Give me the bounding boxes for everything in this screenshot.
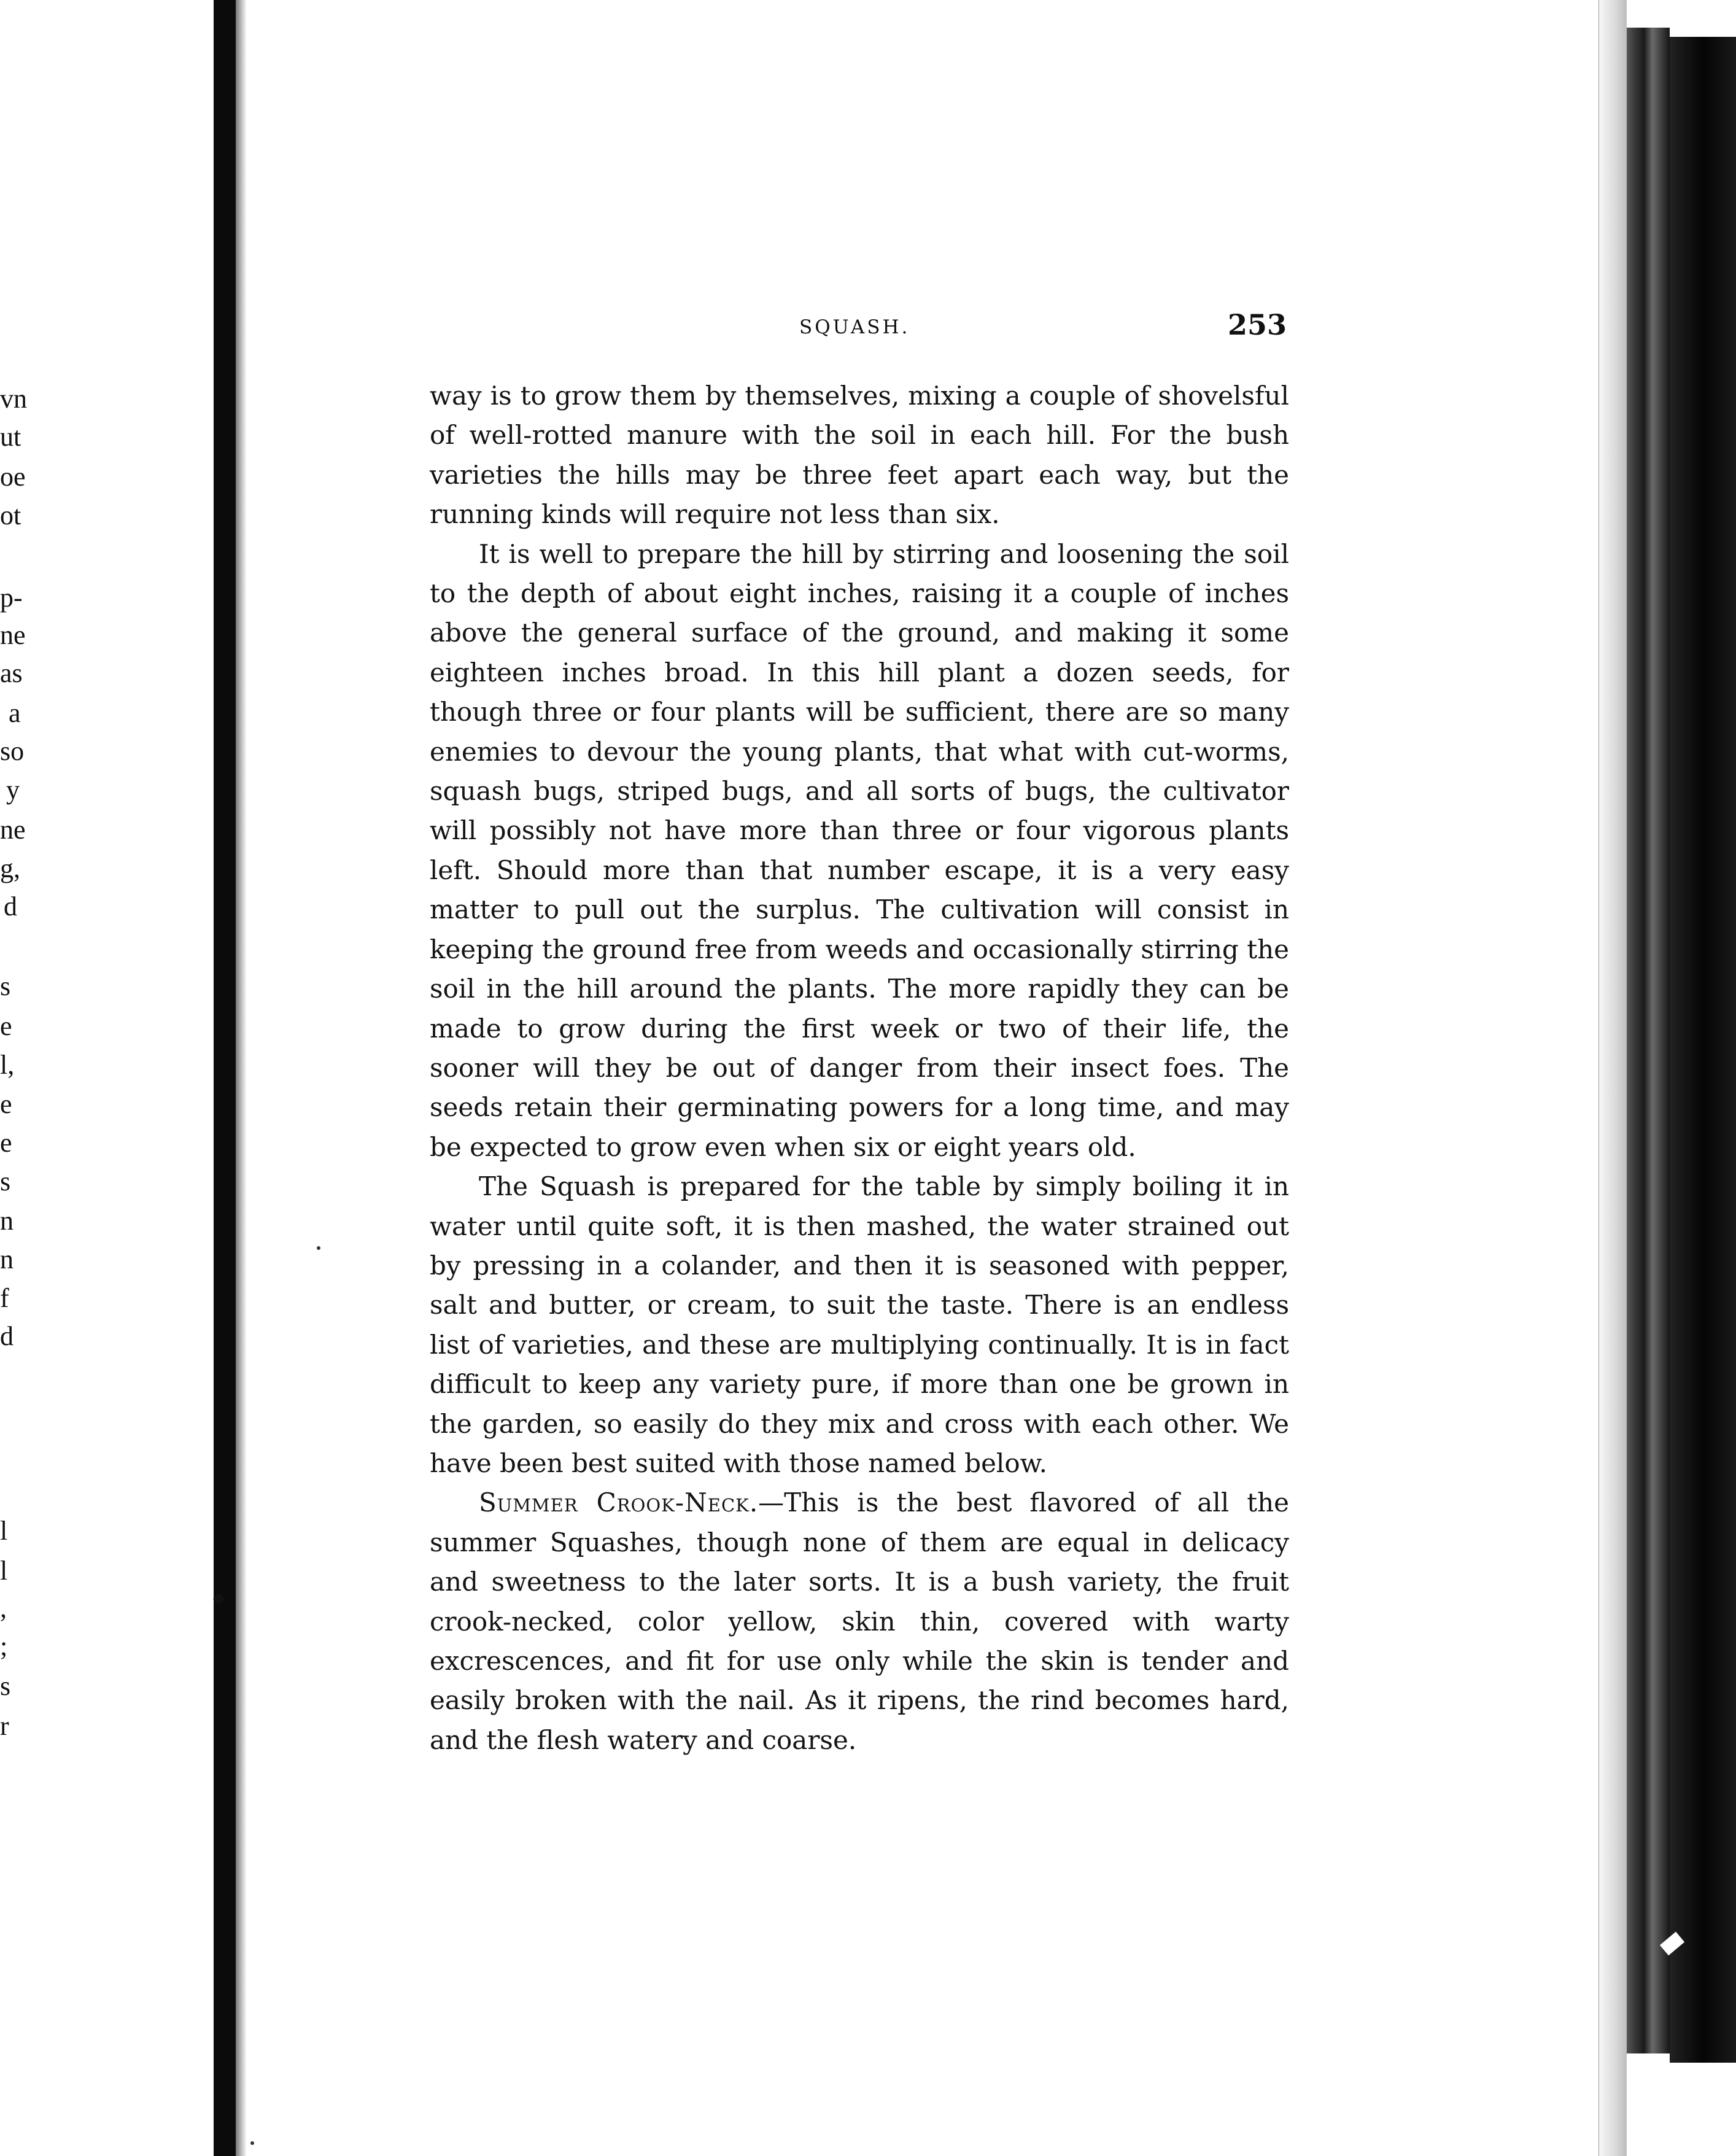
paragraph-text: way is to grow them by themselves, mixing a couple of shovelsful of well-rotted manure with the soil in each hill. For the bush varieties the hills may be three feet apart each way, but the running kinds will require not less than six. [430, 381, 1289, 530]
page-body [430, 376, 1289, 1760]
left-fragment: l [0, 1556, 8, 1586]
left-fragment: ot [0, 500, 21, 530]
left-fragment: ut [0, 422, 21, 452]
variety-name: Summer Crook-Neck. [479, 1487, 759, 1518]
left-fragment: e [0, 1011, 12, 1041]
paragraph [430, 1167, 1289, 1483]
left-fragment: ne [0, 620, 26, 650]
left-fragment: s [0, 1671, 11, 1701]
left-fragment: d [4, 891, 17, 921]
gutter-shadow [236, 0, 247, 2156]
left-fragment: f [0, 1283, 9, 1313]
left-fragment: p- [0, 583, 23, 613]
left-fragment: ; [0, 1631, 8, 1661]
running-head: SQUASH. [799, 316, 910, 338]
left-fragment: ne [0, 815, 26, 845]
left-fragment: d [0, 1321, 14, 1351]
book-gutter [214, 0, 236, 2156]
paragraph-text: The Squash is prepared for the table by simply boiling it in water until quite soft, it is then mashed, the water strained out by pressing in a colander, and then it is seasoned with pepper, salt and butter, or cream, to suit the taste. There is an endless list of varieties, and these are multiplying continually. It is in fact difficult to keep any variety pure, if more than one be grown in the garden, so easily do they mix and cross with each other. We have been best suited with those named below. [430, 1171, 1289, 1478]
book-cover-back [1670, 37, 1736, 2063]
left-fragment: r [0, 1711, 9, 1741]
left-fragment: g, [0, 853, 20, 883]
paragraph-text: It is well to prepare the hill by stirring and loosening the soil to the depth of about eight inches, raising it a couple of inches above the general surface of the ground, and making it some eighteen inches broad. In this hill plant a dozen seeds, for though three or four plants will be sufficient, there are so many enemies to devour the young plants, that what with cut-worms, squash bugs, striped bugs, and all sorts of bugs, the cultivator will possibly not have more than three or four vigorous plants left. Should more than that number escape, it is a very easy matter to pull out the surplus. The cultivation will consist in keeping the ground free from weeds and occasionally stirring the soil in the hill around the plants. The more rapidly they can be made to grow during the first week or two of their life, the sooner will they be out of danger from their insect foes. The seeds retain their germinating powers for a long time, and may be expected to grow even when six or eight years old. [430, 538, 1289, 1162]
left-fragment: s [0, 1166, 11, 1196]
scan-speck [250, 2141, 254, 2145]
scan-speck [317, 1246, 320, 1250]
left-fragment: e [0, 1128, 12, 1158]
left-fragment: oe [0, 462, 26, 492]
left-fragment: vn [0, 384, 27, 414]
left-fragment: y [6, 775, 20, 805]
left-fragment: a [9, 698, 21, 728]
left-page-text-fragments [0, 0, 214, 2156]
left-fragment: l, [0, 1050, 15, 1080]
page-number: 253 [1228, 308, 1287, 341]
left-fragment: n [0, 1206, 14, 1236]
left-fragment: as [0, 658, 23, 688]
book-cover-edge [1627, 28, 1670, 2053]
left-page [0, 0, 214, 2156]
left-fragment: so [0, 736, 25, 766]
left-fragment: n [0, 1244, 14, 1274]
paragraph [430, 535, 1289, 1168]
left-fragment: e [0, 1089, 12, 1119]
left-fragment: , [0, 1593, 7, 1623]
paragraph-text: —This is the best flavored of all the summer Squashes, though none of them are equal in delicacy and sweetness to the later sorts. It is a bush variety, the fruit crook-necked, color yellow, skin thin, covered with warty excrescences, and fit for use only while the skin is tender and easily broken with the nail. As it ripens, the rind becomes hard, and the flesh watery and coarse. [430, 1487, 1289, 1755]
page-stack-edge [1599, 0, 1627, 2156]
paragraph [430, 376, 1289, 535]
paragraph [430, 1483, 1289, 1760]
left-fragment: s [0, 971, 11, 1001]
left-fragment: l [0, 1516, 8, 1546]
